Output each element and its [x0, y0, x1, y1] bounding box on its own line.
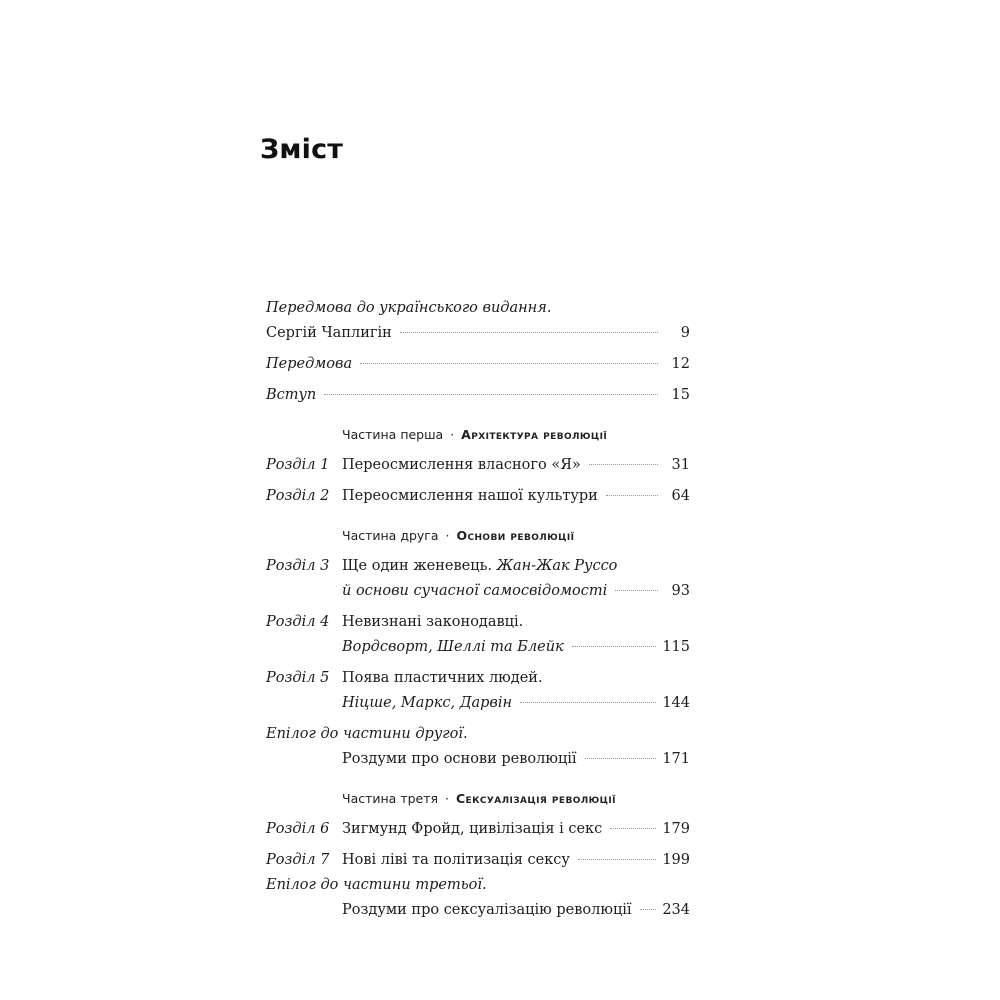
part-label: Частина перша: [342, 427, 444, 442]
chapter-label: Розділ 1: [266, 457, 330, 473]
dot-leader: [640, 909, 657, 910]
dot-leader: [615, 590, 658, 591]
dot-leader: [578, 859, 656, 860]
toc-entry-chapter-5-line-2[interactable]: [266, 691, 690, 716]
toc-entry-chapter-5-line-1[interactable]: [266, 666, 690, 691]
part-heading-2: [266, 523, 690, 548]
part-separator: ·: [445, 528, 450, 543]
page-number: 12: [671, 356, 690, 372]
toc-entry-chapter-4-line-1[interactable]: [266, 610, 690, 635]
chapter-label: Розділ 5: [266, 670, 330, 686]
toc-entry-author: Сергій Чаплигін: [266, 325, 392, 341]
page-title: Зміст: [260, 134, 344, 165]
chapter-subtitle: Вордсворт, Шеллі та Блейк: [342, 639, 564, 655]
part-label: Частина третя: [342, 791, 439, 806]
epilogue-label: Епілог до частини другої.: [266, 726, 468, 742]
page-number: 93: [671, 583, 690, 599]
toc-entry-title: Передмова: [266, 356, 353, 372]
toc-entry-epilogue-3-heading: [266, 873, 690, 898]
page-number: 199: [662, 852, 690, 868]
toc-entry-chapter-6[interactable]: [266, 817, 690, 842]
chapter-label: Розділ 4: [266, 614, 330, 630]
page-number: 171: [662, 751, 690, 767]
epilogue-title: Роздуми про сексуалізацію революції: [342, 902, 632, 918]
chapter-title-italic: Жан-Жак Руссо: [496, 558, 618, 574]
chapter-label: Розділ 6: [266, 821, 330, 837]
toc-entry-introduction[interactable]: [266, 383, 690, 408]
epilogue-label: Епілог до частини третьої.: [266, 877, 487, 893]
chapter-label: Розділ 7: [266, 852, 330, 868]
part-heading-1: [266, 422, 690, 447]
chapter-title-plain: Ще один женевець.: [342, 558, 493, 574]
chapter-title: Нові ліві та політизація сексу: [342, 852, 570, 868]
toc-entry-ukrainian-preface[interactable]: [266, 321, 690, 346]
toc-entry-title: Вступ: [266, 387, 317, 403]
dot-leader: [585, 758, 657, 759]
page-number: 179: [662, 821, 690, 837]
toc-entry-chapter-3-line-2[interactable]: [266, 579, 690, 604]
toc-entry-chapter-7[interactable]: [266, 848, 690, 873]
dot-leader: [606, 495, 658, 496]
chapter-subtitle: й основи сучасної самосвідомості: [342, 583, 608, 599]
part-heading-3: [266, 786, 690, 811]
toc-entry-chapter-4-line-2[interactable]: [266, 635, 690, 660]
dot-leader: [324, 394, 658, 395]
toc-entry-title: Передмова до українського видання.: [266, 300, 552, 316]
toc-entry-epilogue-3[interactable]: [266, 898, 690, 923]
page-number: 15: [671, 387, 690, 403]
toc-entry-epilogue-2[interactable]: [266, 747, 690, 772]
toc-entry-chapter-3-line-1[interactable]: [266, 554, 690, 579]
toc-entry-preface[interactable]: [266, 352, 690, 377]
chapter-title: Переосмислення власного «Я»: [342, 457, 581, 473]
table-of-contents: [266, 296, 690, 923]
toc-entry-chapter-2[interactable]: [266, 484, 690, 509]
chapter-title: Невизнані законодавці.: [342, 614, 524, 630]
epilogue-title: Роздуми про основи революції: [342, 751, 577, 767]
dot-leader: [360, 363, 658, 364]
dot-leader: [610, 828, 656, 829]
part-label: Частина друга: [342, 528, 439, 543]
dot-leader: [520, 702, 656, 703]
dot-leader: [400, 332, 658, 333]
part-separator: ·: [450, 427, 455, 442]
part-name: Основи революції: [456, 528, 575, 543]
toc-entry-chapter-1[interactable]: [266, 453, 690, 478]
page-number: 115: [662, 639, 690, 655]
part-name: Сексуалізація революції: [455, 791, 616, 806]
chapter-subtitle: Ніцше, Маркс, Дарвін: [342, 695, 513, 711]
dot-leader: [572, 646, 657, 647]
page-number: 31: [671, 457, 690, 473]
page-number: 144: [662, 695, 690, 711]
chapter-title: Поява пластичних людей.: [342, 670, 543, 686]
chapter-label: Розділ 2: [266, 488, 330, 504]
page-number: 64: [671, 488, 690, 504]
page-number: 9: [680, 325, 690, 341]
dot-leader: [589, 464, 658, 465]
part-separator: ·: [445, 791, 449, 806]
page-number: 234: [662, 902, 690, 918]
toc-entry-epilogue-2-heading: [266, 722, 690, 747]
chapter-title: Зигмунд Фройд, цивілізація і секс: [342, 821, 603, 837]
toc-entry-ukrainian-preface-heading: [266, 296, 690, 321]
part-name: Архітектура революції: [461, 427, 608, 442]
chapter-label: Розділ 3: [266, 558, 330, 574]
chapter-title: [342, 554, 617, 579]
chapter-title: Переосмислення нашої культури: [342, 488, 598, 504]
